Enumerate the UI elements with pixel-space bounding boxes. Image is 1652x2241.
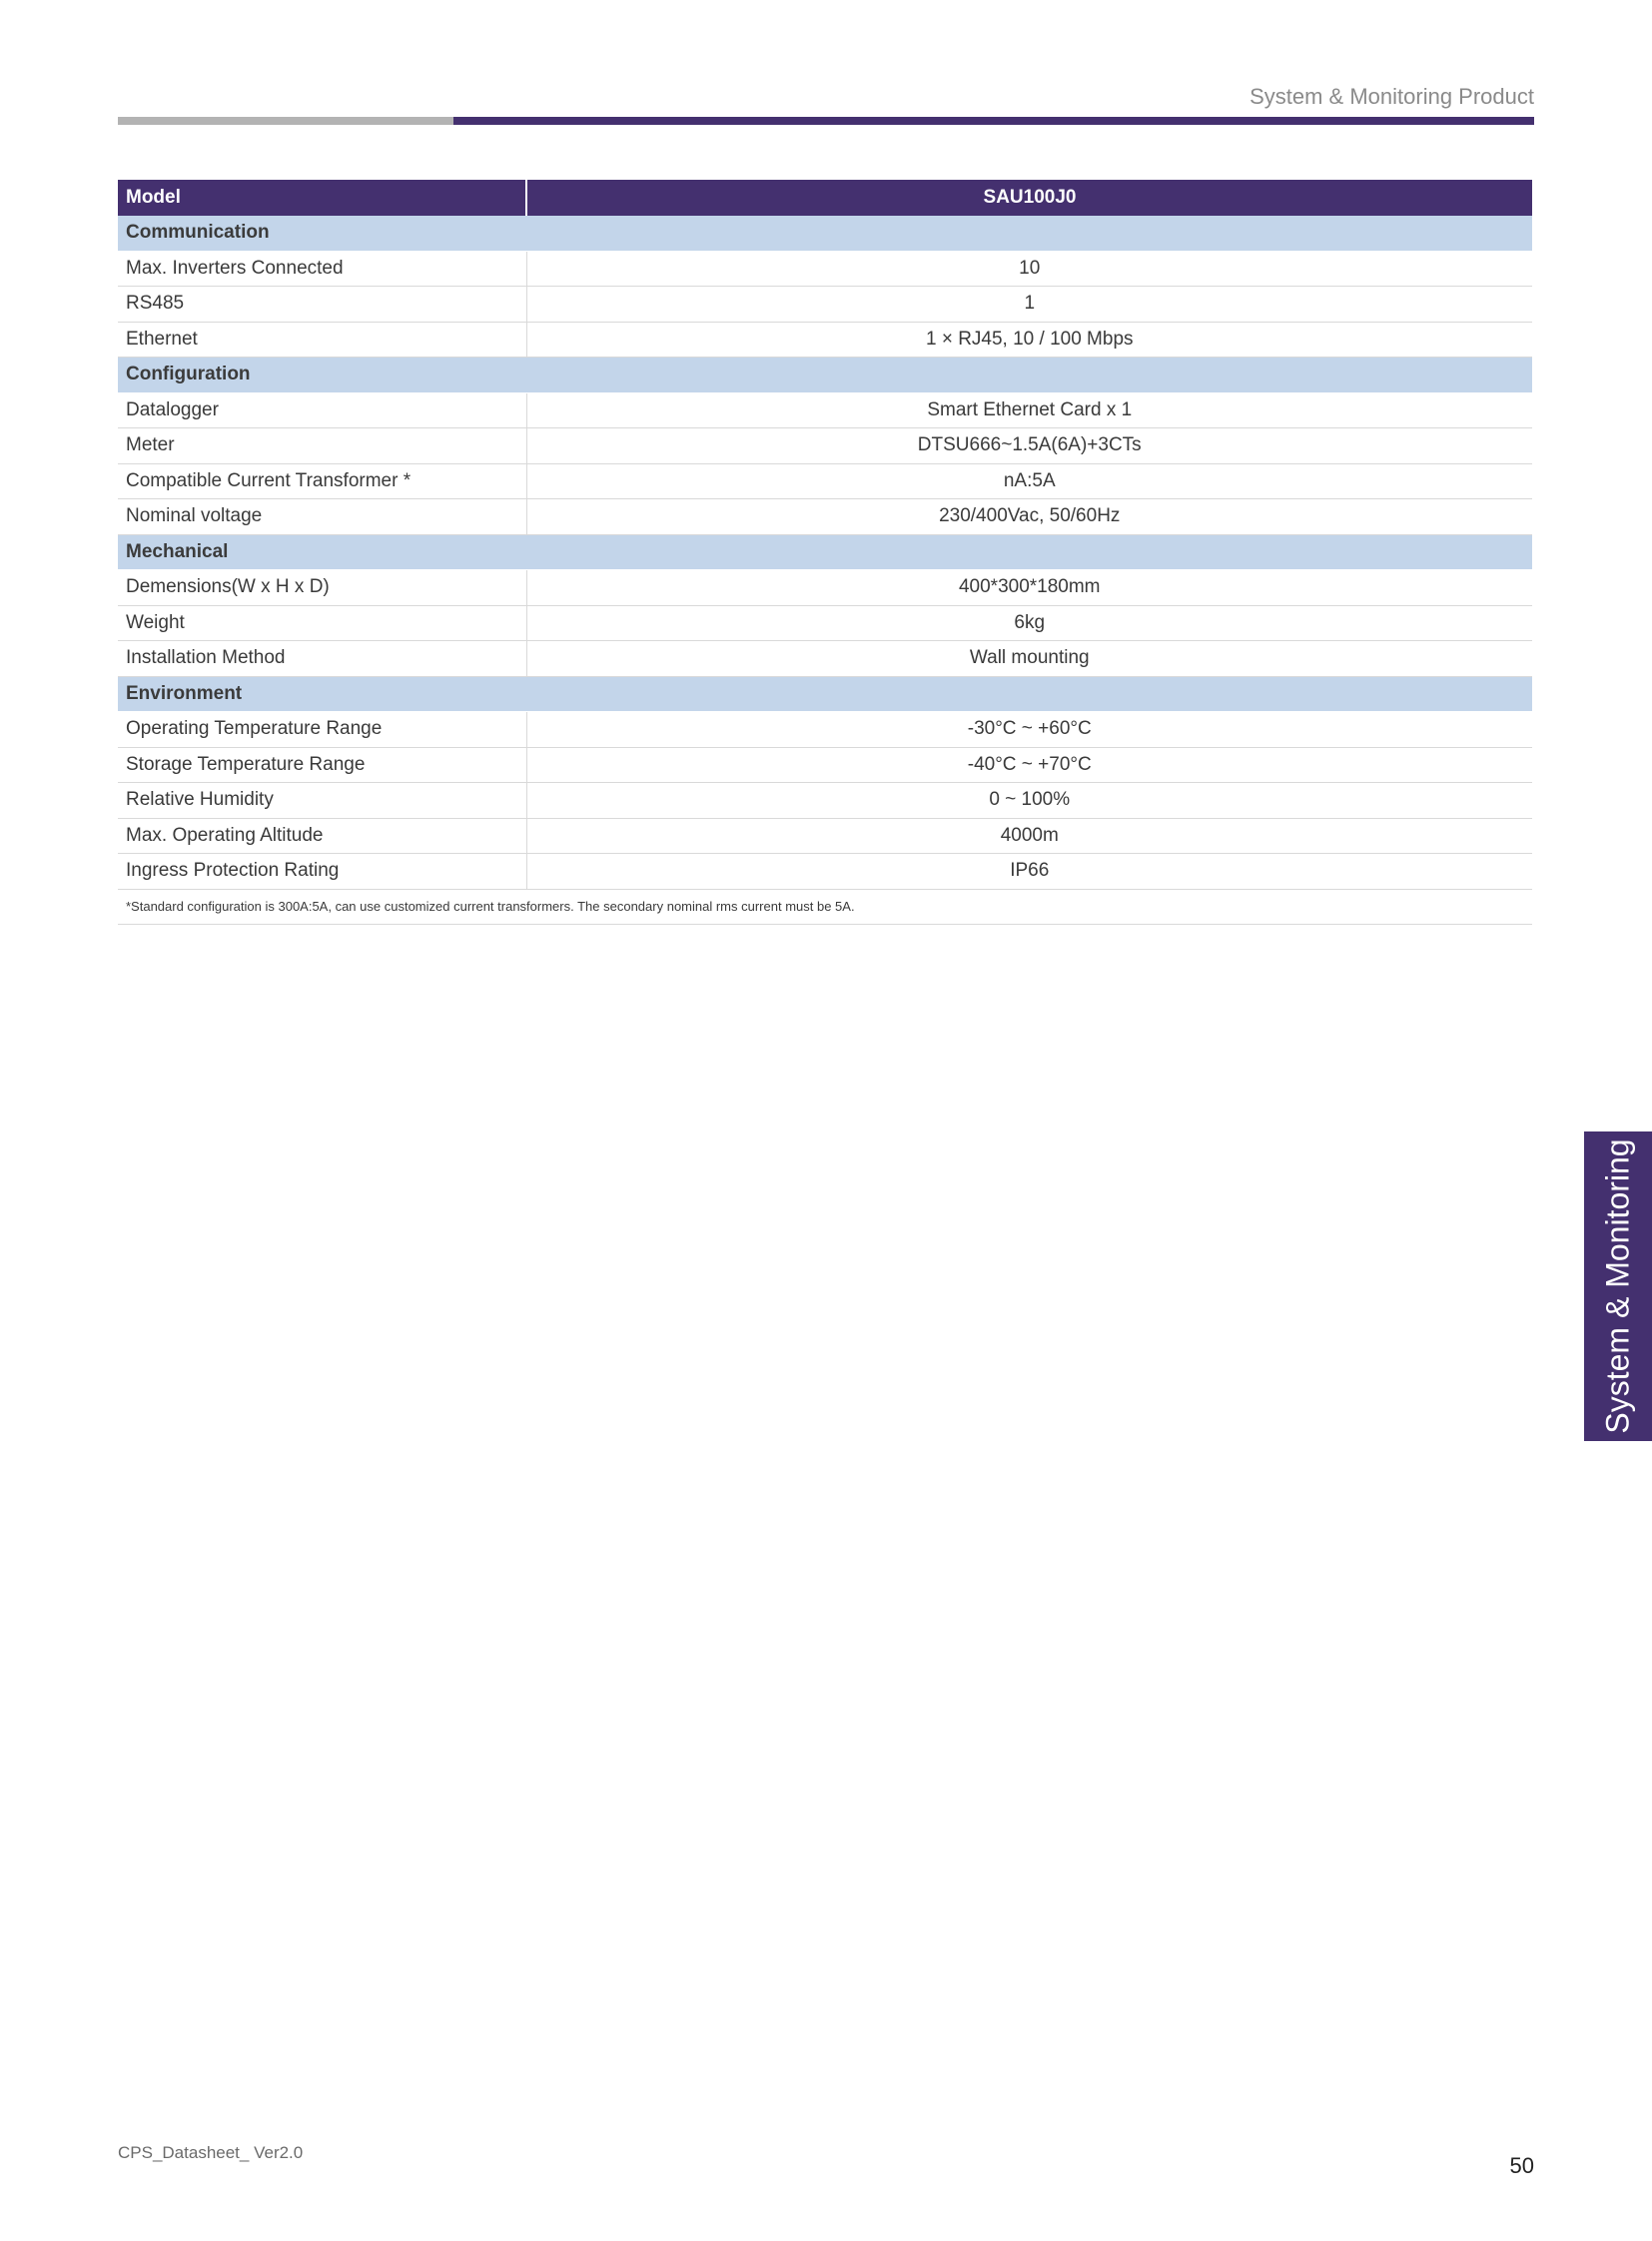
row-label: Meter — [118, 428, 526, 464]
table-row — [118, 570, 1532, 606]
row-label: Installation Method — [118, 641, 526, 677]
row-value: 10 — [526, 251, 1532, 287]
model-label: Model — [118, 180, 526, 216]
table-row — [118, 818, 1532, 854]
row-value: Wall mounting — [526, 641, 1532, 677]
row-label: Ethernet — [118, 322, 526, 358]
table-row — [118, 287, 1532, 323]
row-value: 400*300*180mm — [526, 570, 1532, 606]
section-row — [118, 216, 1532, 251]
row-label: Demensions(W x H x D) — [118, 570, 526, 606]
row-value: -40°C ~ +70°C — [526, 747, 1532, 783]
table-row — [118, 499, 1532, 535]
row-value: 230/400Vac, 50/60Hz — [526, 499, 1532, 535]
model-value: SAU100J0 — [526, 180, 1532, 216]
page-number: 50 — [1509, 2153, 1534, 2178]
row-label: Operating Temperature Range — [118, 712, 526, 748]
row-value: 6kg — [526, 605, 1532, 641]
row-label: Storage Temperature Range — [118, 747, 526, 783]
row-label: Max. Inverters Connected — [118, 251, 526, 287]
row-value: DTSU666~1.5A(6A)+3CTs — [526, 428, 1532, 464]
row-value: 0 ~ 100% — [526, 783, 1532, 819]
table-row — [118, 712, 1532, 748]
side-tab — [1584, 1131, 1652, 1441]
table-row — [118, 251, 1532, 287]
section-row — [118, 358, 1532, 393]
spec-table — [118, 180, 1532, 925]
row-label: Ingress Protection Rating — [118, 854, 526, 890]
table-row — [118, 747, 1532, 783]
row-value: 1 — [526, 287, 1532, 323]
table-row — [118, 854, 1532, 890]
row-label: Compatible Current Transformer * — [118, 463, 526, 499]
row-label: Weight — [118, 605, 526, 641]
row-value: nA:5A — [526, 463, 1532, 499]
footer-doc-id: CPS_Datasheet_ Ver2.0 — [118, 2143, 304, 2162]
table-row — [118, 641, 1532, 677]
row-value: IP66 — [526, 854, 1532, 890]
header-rule-purple — [453, 117, 1534, 125]
table-row — [118, 463, 1532, 499]
row-label: Datalogger — [118, 392, 526, 428]
section-row — [118, 534, 1532, 570]
header-title: System & Monitoring Product — [1249, 84, 1534, 109]
table-header-row — [118, 180, 1532, 216]
row-value: -30°C ~ +60°C — [526, 712, 1532, 748]
section-title-configuration: Configuration — [118, 358, 1532, 393]
section-title-environment: Environment — [118, 676, 1532, 712]
table-row — [118, 392, 1532, 428]
row-label: RS485 — [118, 287, 526, 323]
table-row — [118, 605, 1532, 641]
section-row — [118, 676, 1532, 712]
table-row — [118, 322, 1532, 358]
footnote: *Standard configuration is 300A:5A, can use customized current transformers. The secondary nominal rms current must be 5A. — [118, 889, 1532, 924]
row-value: 1 × RJ45, 10 / 100 Mbps — [526, 322, 1532, 358]
header-rule-gray — [118, 117, 453, 125]
row-label: Nominal voltage — [118, 499, 526, 535]
section-title-communication: Communication — [118, 216, 1532, 251]
row-label: Max. Operating Altitude — [118, 818, 526, 854]
section-title-mechanical: Mechanical — [118, 534, 1532, 570]
row-value: Smart Ethernet Card x 1 — [526, 392, 1532, 428]
table-row — [118, 783, 1532, 819]
row-value: 4000m — [526, 818, 1532, 854]
row-label: Relative Humidity — [118, 783, 526, 819]
table-row — [118, 428, 1532, 464]
footnote-row — [118, 889, 1532, 924]
side-tab-label: System & Monitoring — [1599, 1138, 1636, 1434]
